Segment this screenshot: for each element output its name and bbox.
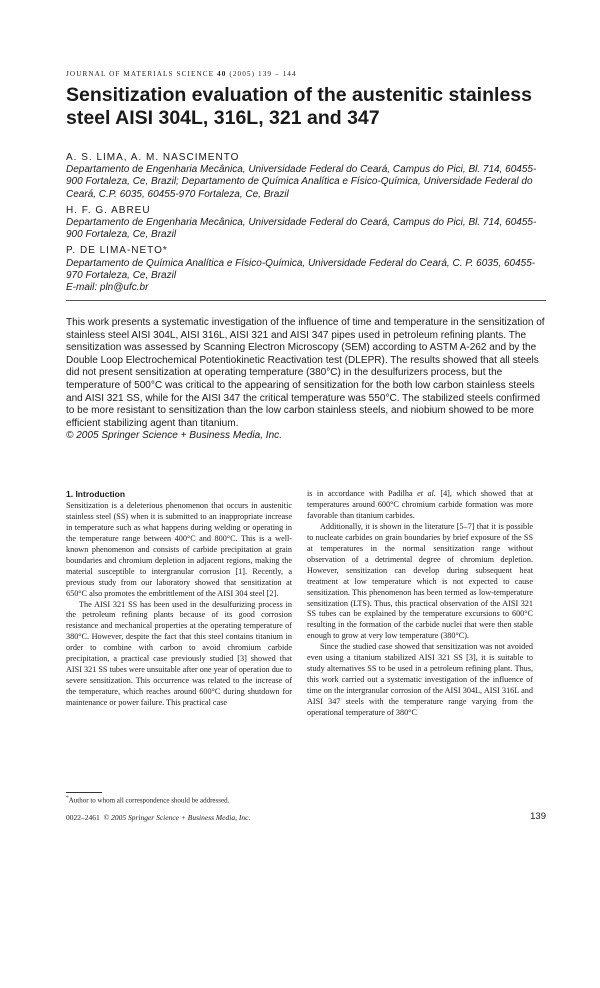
paragraph: The AISI 321 SS has been used in the desulfurizing process in the petroleum refining plants because of its good corrosion resistance and mechanical properties at the operating temperature of 380°C. However, despite the fact that this steel contains titanium in order to combine with carbon to avoid chromium carbide precipitation, a practical case previously studied [3] showed that AISI 321 SS tubes were unsuitable after one year of operation due to severe sensitization. This occurrence was related to the increase of the temperature, which reaches around 600°C during shutdown for maintenance or power failure. This practical case [66, 599, 292, 708]
abstract-text: This work presents a systematic investigation of the influence of time and temperature in the sensitization of stainless steel AISI 304L, AISI 316L, AISI 321 and AISI 347 pipes used in petroleum refining plants. The sensitization was assessed by Scanning Electron Microscopy (SEM) according to ASTM A-262 and by the Double Loop Electrochemical Potentiokinetic Reactivation test (DLEPR). The results showed that all steels did not present sensitization at operating temperature (380°C) in the desulfurizers process, but the temperature of 500°C was critical to the appearing of sensitization for the both low carbon stainless steels and AISI 321 SS, while for the AISI 347 the critical temperature was 550°C. The stabilized steels confirmed to be more resistant to sensitization than the low carbon stainless steels, and niobium showed to be more efficient stabilizing agent than titanium. [66, 317, 545, 429]
page-number: 139 [530, 811, 546, 822]
article-title: Sensitization evaluation of the austenitic stainless steel AISI 304L, 316L, 321 and 347 [66, 84, 532, 129]
page-footer [66, 813, 250, 822]
paragraph [307, 489, 533, 522]
paragraph-text: [4], which showed that at temperatures around 600°C chromium carbide formation was more favorable than titanium carbides. [307, 489, 533, 520]
author-name: H. F. G. ABREU [66, 204, 151, 216]
section-heading: 1. Introduction [66, 489, 126, 499]
paragraph-text: is in accordance with Padilha [307, 489, 413, 498]
abstract-copyright: © 2005 Springer Science + Business Media, Inc. [66, 430, 282, 442]
author-affiliation: Departamento de Química Analítica e Físico-Química, Universidade Federal do Ceará, C. P. 6035, 60455-970 Fortaleza, Ce, Brazil [66, 257, 536, 281]
body-column-left [66, 489, 292, 709]
footer-copyright: © 2005 Springer Science + Business Media, Inc. [103, 813, 251, 822]
author-affiliation: Departamento de Engenharia Mecânica, Universidade Federal do Ceará, Campus do Pici, Bl. 714, 60455-900 Fortaleza, Ce, Brazil [66, 217, 537, 241]
abstract [66, 317, 546, 443]
header-divider [66, 300, 546, 301]
author-affiliation: Departamento de Engenharia Mecânica, Universidade Federal do Ceará, Campus do Pici, Bl. 714, 60455-900 Fortaleza, Ce, Brazil; Departamento de Química Analítica e Físico-Química, Universidade Federal do Ceará, C.P. 6035, 60455-970 Fortaleza, Ce, Brazil [66, 164, 537, 200]
citation-etal: et al. [417, 489, 436, 498]
author-email: E-mail: pln@ufc.br [66, 282, 149, 294]
issn: 0022–2461 [66, 813, 100, 822]
footnote-text: Author to whom all correspondence should be addressed. [68, 796, 230, 805]
footnote-mark: * [66, 795, 69, 801]
paragraph: Since the studied case showed that sensitization was not avoided even using a titanium stabilized AISI 321 SS [3], it is suitable to study alternatives SS to be used in a petroleum refining plant. Thus, this work carried out a systematic investigation of the influence of time on the intergranular corrosion of the AISI 304L, AISI 316L and AISI 347 steels with the temperature range varying from the operational temperature of 380°C [307, 642, 533, 718]
author-name: P. DE LIMA-NETO* [66, 245, 168, 257]
author-name: A. S. LIMA, A. M. NASCIMENTO [66, 152, 240, 163]
journal-year-pages: (2005) 139 – 144 [229, 70, 297, 78]
paragraph: Sensitization is a deleterious phenomenon that occurs in austenitic stainless steel (SS) when it is submitted to an inappropriate increase in temperature such as what happens during welding or operating in the temperature range between 400°C and 800°C. This is a well-known phenomenon and consists of carbide precipitation at grain boundaries and chromium depletion in adjacent regions, making the material susceptible to intergranular corrosion [1]. Recently, a previous study from our laboratory showed that sensitization at 650°C also promotes the embrittlement of the AISI 304 steel [2]. [66, 500, 292, 598]
author-block [66, 152, 546, 294]
footnote-divider [66, 792, 102, 793]
journal-volume: 40 [217, 70, 227, 78]
paragraph: Additionally, it is shown in the literature [5–7] that it is possible to nucleate carbides on grain boundaries by brief exposure of the SS at temperatures in the normal sensitization range without observation of a detrimental degree of chromium depletion. However, sensitization can develop during subsequent heat treatment at low temperature which is not expected to cause sensitization. This phenomenon has been termed as low-temperature sensitization (LTS). Thus, this practical observation of the AISI 321 SS tubes can be explained by the temperature excursions to 600°C resulting in the formation of the carbide nuclei that were then stable enough to grow at very low temperature (380°C). [307, 521, 533, 641]
running-header [66, 70, 546, 78]
footnote [66, 795, 366, 804]
body-column-right [307, 489, 533, 719]
journal-name: JOURNAL OF MATERIALS SCIENCE [66, 70, 215, 78]
